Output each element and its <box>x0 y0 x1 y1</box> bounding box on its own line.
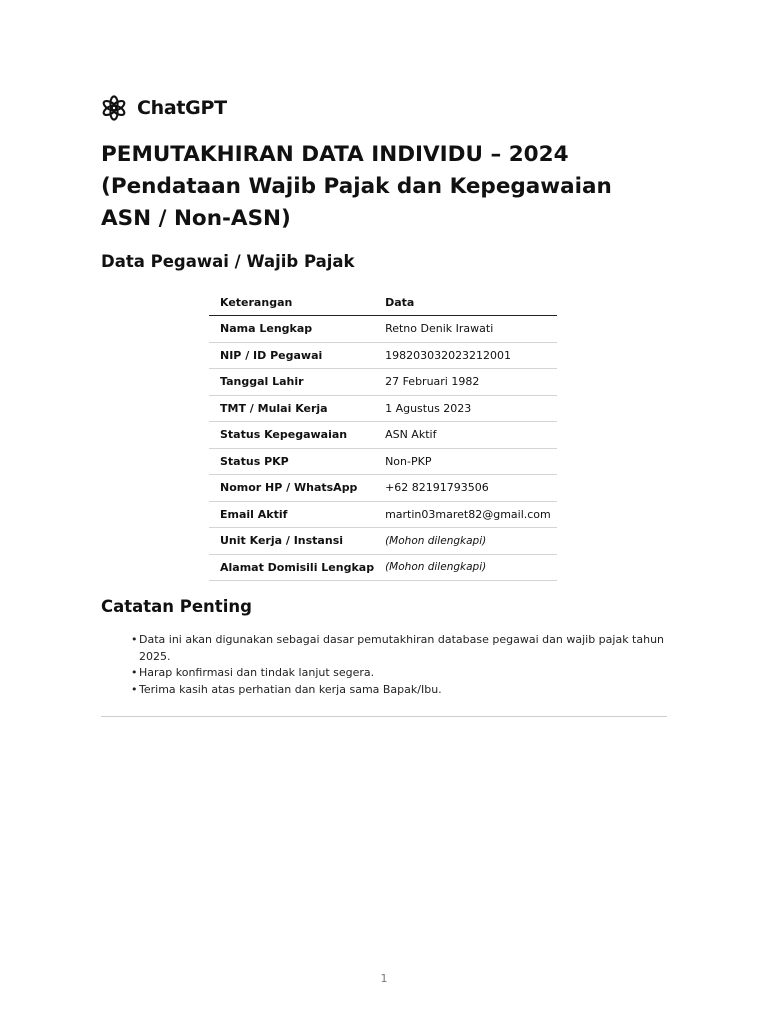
section-heading-notes: Catatan Penting <box>101 597 252 616</box>
row-key-nomor-hp: Nomor HP / WhatsApp <box>209 475 374 502</box>
row-key-email: Email Aktif <box>209 501 374 528</box>
row-value-nip: 198203032023212001 <box>374 342 557 369</box>
row-value-unit-kerja: (Mohon dilengkapi) <box>374 528 557 555</box>
table-header-row <box>209 290 557 316</box>
table-row <box>209 528 557 555</box>
row-key-alamat: Alamat Domisili Lengkap <box>209 554 374 581</box>
row-value-nama-lengkap: Retno Denik Irawati <box>374 316 557 343</box>
table-row <box>209 316 557 343</box>
table-row <box>209 554 557 581</box>
row-value-status-pkp: Non-PKP <box>374 448 557 475</box>
employee-data-table <box>209 290 557 581</box>
section-heading-data: Data Pegawai / Wajib Pajak <box>101 252 355 271</box>
table-row <box>209 501 557 528</box>
horizontal-divider <box>101 716 667 717</box>
row-value-tanggal-lahir: 27 Februari 1982 <box>374 369 557 396</box>
row-key-unit-kerja: Unit Kerja / Instansi <box>209 528 374 555</box>
table-row <box>209 369 557 396</box>
row-value-nomor-hp: +62 82191793506 <box>374 475 557 502</box>
row-value-email: martin03maret82@gmail.com <box>374 501 557 528</box>
table-row <box>209 342 557 369</box>
row-value-status-kepegawaian: ASN Aktif <box>374 422 557 449</box>
document-title: PEMUTAKHIRAN DATA INDIVIDU – 2024 (Pendataan Wajib Pajak dan Kepegawaian ASN / Non-ASN) <box>101 142 612 231</box>
row-key-nip: NIP / ID Pegawai <box>209 342 374 369</box>
column-header-data: Data <box>374 290 557 316</box>
row-value-tmt: 1 Agustus 2023 <box>374 395 557 422</box>
row-key-nama-lengkap: Nama Lengkap <box>209 316 374 343</box>
list-item: • Data ini akan digunakan sebagai dasar pemutakhiran database pegawai dan wajib pajak tahun 2025. <box>131 632 667 665</box>
list-item: • Terima kasih atas perhatian dan kerja sama Bapak/Ibu. <box>131 682 667 699</box>
row-key-tmt: TMT / Mulai Kerja <box>209 395 374 422</box>
row-key-tanggal-lahir: Tanggal Lahir <box>209 369 374 396</box>
notes-list <box>131 632 667 698</box>
table-row <box>209 395 557 422</box>
row-value-alamat: (Mohon dilengkapi) <box>374 554 557 581</box>
brand-name: ChatGPT <box>137 97 227 119</box>
chatgpt-logo-icon <box>101 95 127 121</box>
page-number: 1 <box>380 972 388 985</box>
list-item: • Harap konfirmasi dan tindak lanjut segera. <box>131 665 667 682</box>
column-header-keterangan: Keterangan <box>209 290 374 316</box>
row-key-status-kepegawaian: Status Kepegawaian <box>209 422 374 449</box>
table-row <box>209 475 557 502</box>
table-row <box>209 448 557 475</box>
brand-header <box>101 95 227 121</box>
table-row <box>209 422 557 449</box>
row-key-status-pkp: Status PKP <box>209 448 374 475</box>
